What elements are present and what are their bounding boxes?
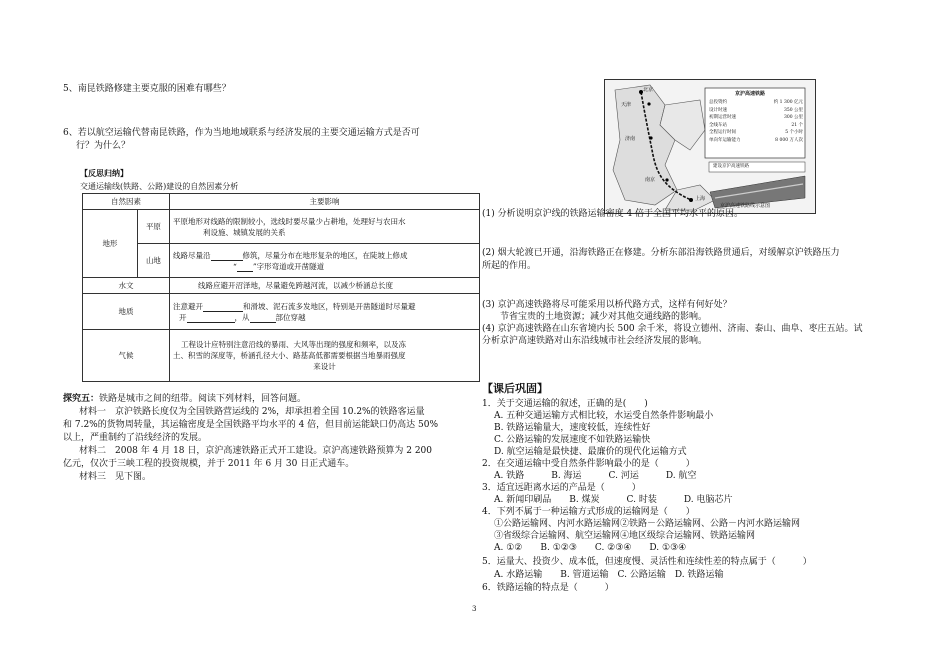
map-row: 全线车站 21 个 [709, 122, 803, 128]
cell-qihou: 气候 [83, 330, 170, 382]
map-row: 单向年运输能力 8 000 万人次 [709, 137, 803, 143]
shandi-line2-b: ”字形弯道或开凿隧道 [252, 261, 325, 271]
cell-pingyuan: 平原 [137, 210, 169, 244]
dizhi-line1-a: 注意避开 [173, 301, 203, 311]
cell-pingyuan-text [170, 210, 480, 244]
map-row: 初期运营时速 300 公里 [709, 115, 803, 121]
question-5: 5、南昆铁路修建主要克服的困难有哪些？ [63, 84, 231, 94]
cell-dizhi-text [170, 294, 480, 330]
answer-4-line2: 分析京沪高速铁路对山东沿线城市社会经济发展的影响。 [482, 336, 708, 346]
shandi-line1 [173, 250, 476, 261]
pingyuan-line2: 利设施、城镇发展的关系 [203, 227, 286, 237]
cell-dizhi: 地质 [83, 294, 170, 330]
mcq-2-options: A. 铁路 B. 海运 C. 河运 D. 航空 [494, 471, 697, 481]
mcq-6: 6．铁路运输的特点是（ ） [482, 583, 614, 593]
factor-table [82, 193, 480, 382]
blank-5[interactable] [250, 313, 276, 323]
material1-line3: 以上，严重制约了沿线经济的发展。 [63, 433, 208, 443]
material3: 材料三 见下图。 [79, 472, 152, 482]
question-6-line2: 行？为什么？ [76, 141, 131, 151]
mcq-5: 5．运量大、投资少、成本低，但速度慢、灵活性和连续性差的特点属于（ ） [482, 557, 812, 567]
reflect-title: 【反思归纳】 [80, 168, 128, 178]
explore-intro [63, 393, 306, 406]
qihou-line1: 工程设计应特别注意沿线的暴雨、大风等出现的强度和频率，以及冻 [181, 340, 406, 349]
mcq-5-options: A. 水路运输 B. 管道运输 C. 公路运输 D. 铁路运输 [494, 570, 724, 580]
material2-line2: 亿元，仅次于三峡工程的投资规模，并于 2011 年 6 月 30 日正式通车。 [63, 459, 355, 469]
dizhi-line2-b: ，从 [234, 312, 250, 322]
qihou-line2: 土、积雪的深度等，桥涵孔径大小、路基高低都需要根据当地暴雨强度 [173, 351, 406, 360]
explore-label: 探究五： [63, 394, 100, 404]
map-title: 京沪高速铁路线示意图 [720, 203, 771, 209]
answer-3-line1: (3) 京沪高速铁路将尽可能采用以桥代路方式，这样有何好处？ [482, 300, 732, 310]
shandi-line2-a: “ [233, 261, 237, 271]
cell-dixing: 地形 [83, 210, 138, 278]
consolidate-title: 【课后巩固】 [482, 382, 548, 395]
pingyuan-line1: 平原地形对线路的限制较小，选线时要尽量少占耕地，处理好与农田水 [173, 216, 406, 226]
mcq-1-c: C. 公路运输的发展速度不如铁路运输快 [494, 435, 651, 445]
mcq-1-d: D. 航空运输是最快捷、最廉价的现代化运输方式 [494, 447, 687, 457]
dizhi-line2-a: 开 [179, 312, 187, 322]
city-beijing: 北京 [643, 87, 654, 93]
material2-line1: 材料二 2008 年 4 月 18 日，京沪高速铁路正式开工建设。京沪高速铁路预算为 2 200 [79, 446, 433, 456]
map-box-title: 京沪高速铁路 [735, 91, 766, 97]
cell-shandi: 山地 [137, 244, 169, 278]
map-box-rows [709, 99, 803, 145]
cell-qihou-text [170, 330, 480, 382]
mcq-4-b: ③省级综合运输网、航空运输网④地区级综合运输网、铁路运输网 [494, 531, 756, 541]
mcq-1-a: A. 五种交通运输方式相比较，水运受自然条件影响最小 [494, 411, 714, 421]
cell-shandi-text [170, 244, 480, 278]
page-number: 3 [472, 605, 477, 613]
answer-2-line1: (2) 烟大轮渡已开通，沿海铁路正在修建。分析东部沿海铁路贯通后，对缓解京沪铁路压力 [482, 248, 840, 258]
explore-text: 铁路是城市之间的纽带。阅读下列材料，回答问题。 [99, 394, 307, 404]
blank-3[interactable] [203, 302, 243, 312]
dizhi-line2-c: 部位穿越 [275, 312, 306, 322]
city-tianjin: 天津 [621, 102, 632, 108]
mcq-1: 1．关于交通运输的叙述，正确的是( ) [482, 399, 648, 409]
map-note: 建设京沪高速铁路 [713, 164, 749, 169]
cell-shuiwen-text: 线路应避开沼泽地，尽量避免跨越河流，以减少桥涵总长度 [170, 278, 480, 294]
city-jinan: 济南 [625, 136, 636, 142]
map-row: 设计时速 350 公里 [709, 107, 803, 113]
map-row: 全程运行时间 5 个小时 [709, 130, 803, 136]
railway-map [604, 79, 816, 214]
map-row: 总投资约 约 1 300 亿元 [709, 100, 803, 105]
header-effect: 主要影响 [170, 194, 480, 210]
answer-1: (1) 分析说明京沪线的铁路运输密度 4 倍于全国平均水平的原因。 [482, 209, 744, 219]
mcq-4-a: ①公路运输网、内河水路运输网②铁路－公路运输网、公路－内河水路运输网 [494, 519, 801, 529]
answer-2-line2: 所起的作用。 [482, 261, 537, 271]
mcq-2: 2．在交通运输中受自然条件影响最小的是（ ） [482, 459, 695, 469]
mcq-3: 3．适宜远距离水运的产品是（ ） [482, 483, 641, 493]
blank-1[interactable] [211, 251, 243, 261]
city-shanghai: 上海 [695, 196, 706, 202]
blank-2[interactable] [237, 262, 253, 272]
mcq-1-b: B. 铁路运输量大，速度较低，连续性好 [494, 423, 651, 433]
shandi-line1-b: 修筑，尽量分布在地形复杂的地区，在陡坡上修成 [242, 250, 408, 260]
dizhi-line1-b: 和滑坡、泥石流多发地区，特别是开凿隧道时尽量避 [243, 301, 416, 311]
dizhi-line1 [173, 301, 476, 312]
header-factor: 自然因素 [83, 194, 170, 210]
shandi-line2 [173, 261, 476, 272]
mcq-4-options: A. ①② B. ①②③ C. ②③④ D. ①③④ [494, 543, 687, 553]
cell-shuiwen: 水文 [83, 278, 170, 294]
mcq-3-options: A. 新闻印刷品 B. 煤炭 C. 时装 D. 电脑芯片 [494, 495, 733, 505]
material1-line2: 和 7.2%的货物周转量，其运输密度是全国铁路平均水平的 4 倍，但目前运能缺口仍高达 50% [63, 420, 439, 430]
shandi-line1-a: 线路尽量沿 [173, 250, 211, 260]
qihou-line3: 来设计 [313, 362, 336, 371]
mcq-4: 4．下列不属于一种运输方式形成的运输网是（ ） [482, 507, 695, 517]
dizhi-line2 [173, 312, 476, 323]
blank-4[interactable] [187, 313, 235, 323]
answer-3-line2: 节省宝贵的土地资源；减少对其他交通线路的影响。 [500, 312, 708, 322]
table-caption: 交通运输线(铁路、公路)建设的自然因素分析 [80, 182, 239, 191]
material1-line1: 材料一 京沪铁路长度仅为全国铁路营运线的 2%，却承担着全国 10.2%的铁路客运量 [79, 407, 425, 417]
city-nanjing: 南京 [645, 177, 656, 183]
answer-4-line1: (4) 京沪高速铁路在山东省境内长 500 余千米，将设立德州、济南、泰山、曲阜、枣庄五站。试 [482, 324, 863, 334]
question-6-line1: 6、若以航空运输代替南昆铁路，作为当地地域联系与经济发展的主要交通运输方式是否可 [63, 128, 420, 138]
